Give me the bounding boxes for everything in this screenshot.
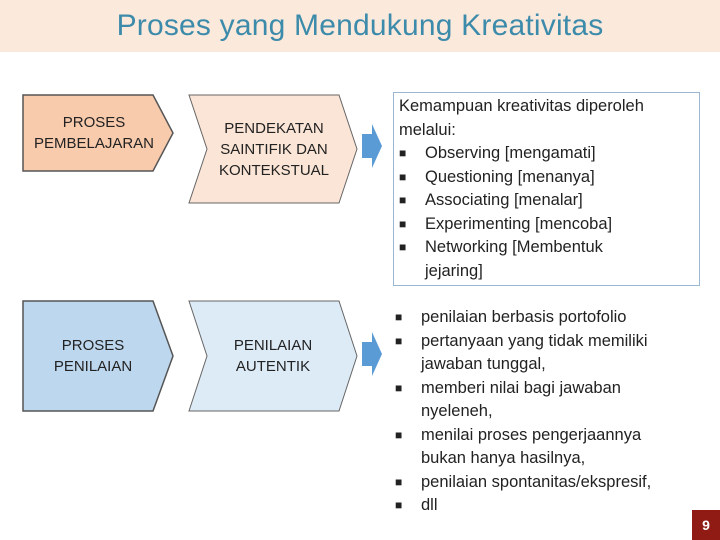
title-bar <box>0 0 720 52</box>
approach-label: PENILAIAN AUTENTIK <box>233 337 313 375</box>
bullet-icon: ■ <box>399 240 407 254</box>
process-label: PROSES PEMBELAJARAN <box>33 114 155 152</box>
page-number: 9 <box>692 510 720 540</box>
approach-shape-autentik <box>188 300 358 412</box>
list-item: ■ pertanyaan yang tidak memiliki jawaban tunggal, <box>395 331 648 373</box>
approach-shape-saintifik <box>188 94 358 204</box>
process-label: PROSES PENILAIAN <box>53 337 133 375</box>
list-item: ■ penilaian berbasis portofolio <box>395 306 690 330</box>
bullet-icon: ■ <box>399 193 407 207</box>
list-item: ■ Questioning [menanya] <box>399 166 695 190</box>
list-item: ■ Observing [mengamati] <box>399 142 695 166</box>
list-item: ■ menilai proses pengerjaannya bukan hanya hasilnya, <box>395 425 642 467</box>
right-arrow-icon <box>362 124 382 168</box>
process-shape-penilaian <box>22 300 174 412</box>
bullet-icon: ■ <box>395 498 403 512</box>
bullet-icon: ■ <box>399 169 407 184</box>
kreativitas-list <box>399 142 695 283</box>
bullet-icon: ■ <box>399 146 407 160</box>
approach-label: PENDEKATAN SAINTIFIK DAN KONTEKSTUAL <box>218 119 330 179</box>
list-item: ■ Networking [Membentuk jejaring] <box>399 238 603 280</box>
bullet-icon: ■ <box>395 380 403 395</box>
bullet-icon: ■ <box>395 310 403 324</box>
bullet-icon: ■ <box>399 216 407 231</box>
list-item: ■ penilaian spontanitas/ekspresif, <box>395 471 690 495</box>
bullet-icon: ■ <box>395 333 403 348</box>
slide-title: Proses yang Mendukung Kreativitas <box>116 9 604 42</box>
penilaian-list-box <box>393 306 690 522</box>
penilaian-list <box>395 306 690 518</box>
kreativitas-list-box <box>393 92 700 286</box>
process-shape-pembelajaran <box>22 94 174 172</box>
list-item: ■ Experimenting [mencoba] <box>399 213 695 237</box>
right-arrow-icon <box>362 332 382 376</box>
bullet-icon: ■ <box>395 474 403 489</box>
list-item: ■ memberi nilai bagi jawaban nyeleneh, <box>395 378 621 420</box>
intro-text: Kemampuan kreativitas diperoleh melalui: <box>399 97 644 139</box>
list-item: ■ dll <box>395 494 690 518</box>
bullet-icon: ■ <box>395 427 403 442</box>
list-item: ■ Associating [menalar] <box>399 189 695 213</box>
